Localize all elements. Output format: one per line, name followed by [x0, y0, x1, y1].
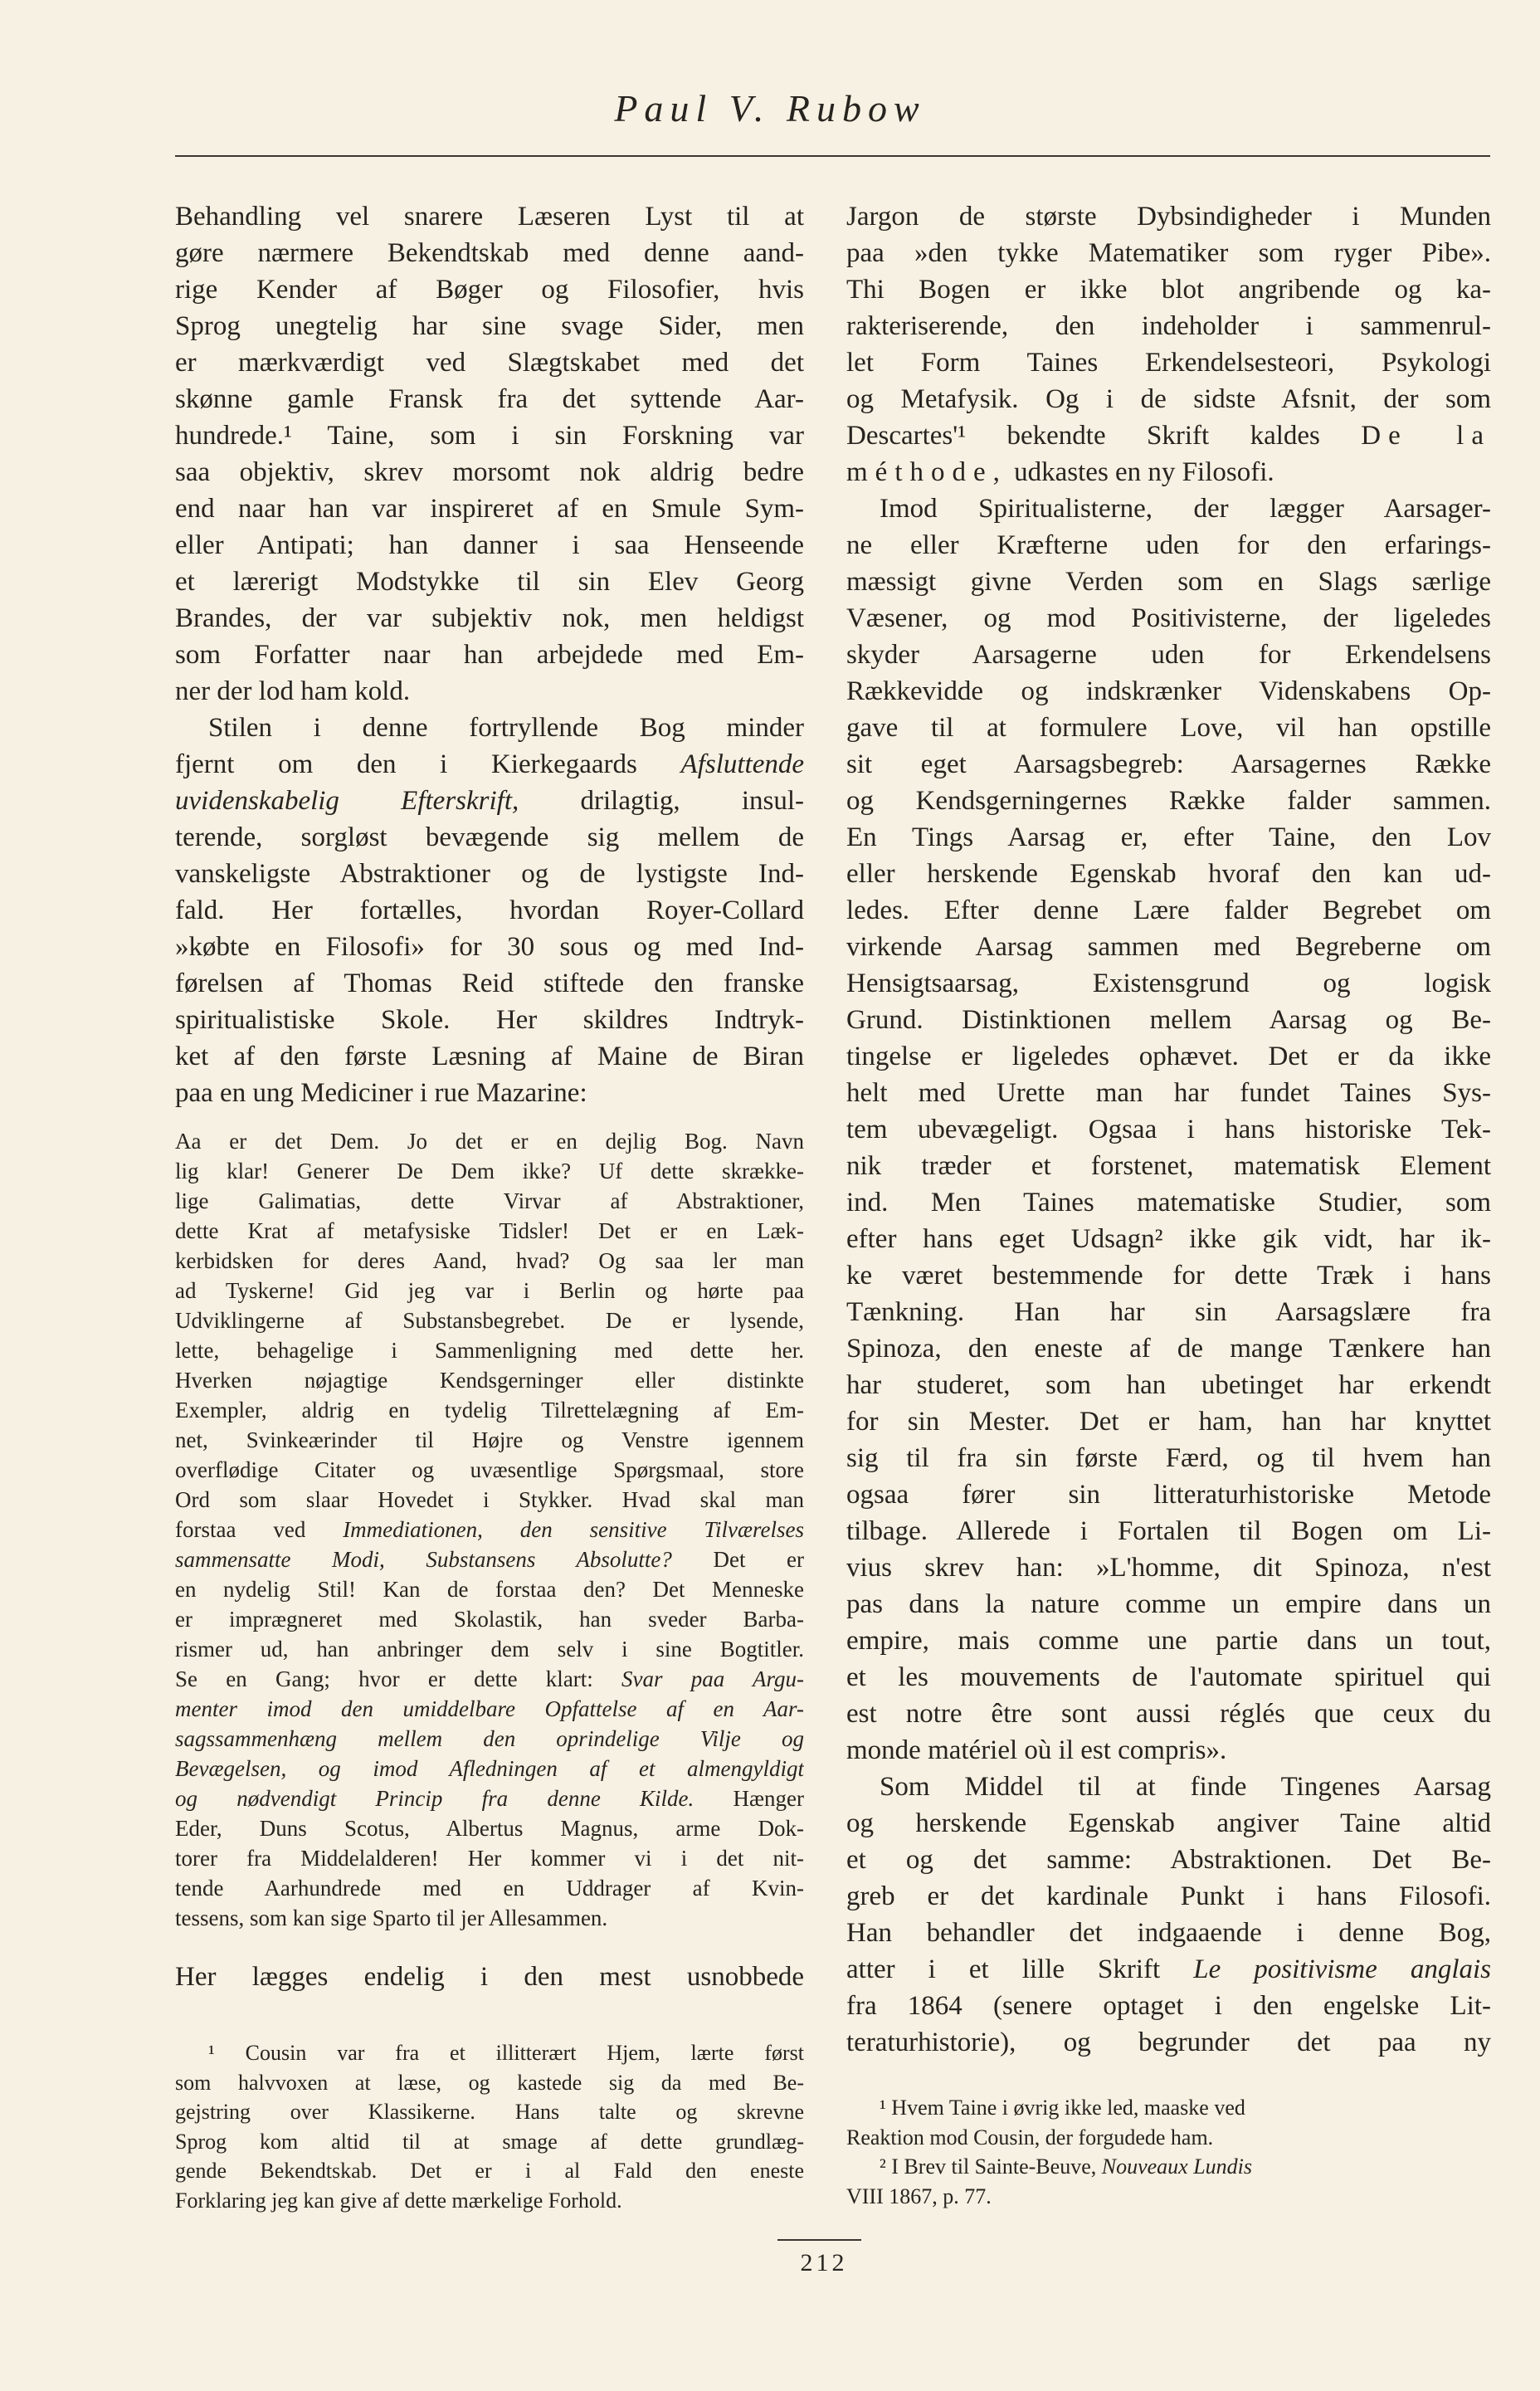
text-line: [846, 1951, 1491, 1988]
text-line: paa en ung Mediciner i rue Mazarine:: [175, 1078, 587, 1108]
text-line: helt med Urette man har fundet Taines Sys-: [846, 1078, 1491, 1108]
text-line: gave til at formulere Love, vil han opstille: [846, 713, 1491, 743]
text-segment: atter i et lille Skrift: [846, 1954, 1194, 1984]
text-line: saa objektiv, skrev morsomt nok aldrig bedre: [175, 457, 804, 487]
text-line: som halvvoxen at læse, og kastede sig da med Be-: [175, 2070, 804, 2095]
left-column-continuation: [175, 1959, 804, 1995]
text-line: et lærerigt Modstykke til sin Elev Georg: [175, 567, 804, 597]
text-line: og Metafysik. Og i de sidste Afsnit, der som: [846, 384, 1491, 414]
text-line: tessens, som kan sige Sparto til jer Allesammen.: [175, 1905, 608, 1930]
text-line: [175, 1544, 804, 1574]
spaced-text: De la: [1361, 421, 1491, 451]
italic-text: Nouveaux Lundis: [1101, 2154, 1252, 2179]
text-line: Hverken nøjagtige Kendsgerninger eller distinkte: [175, 1368, 804, 1393]
text-line: let Form Taines Erkendelsesteori, Psykologi: [846, 348, 1491, 378]
text-line: Som Middel til at finde Tingenes Aarsag: [880, 1772, 1491, 1802]
text-line: torer fra Middelalderen! Her kommer vi i det nit-: [175, 1846, 804, 1871]
running-header: Paul V. Rubow: [614, 87, 926, 129]
text-line: Her lægges endelig i den mest usnobbede: [175, 1962, 804, 1992]
text-line: et les mouvements de l'automate spirituel qui: [846, 1662, 1491, 1692]
text-segment: udkastes en ny Filosofi.: [1006, 457, 1274, 487]
text-line: et og det samme: Abstraktionen. Det Be-: [846, 1845, 1491, 1875]
text-line: vanskeligste Abstraktioner og de lystigste Ind-: [175, 859, 804, 889]
text-line: virkende Aarsag sammen med Begreberne om: [846, 932, 1491, 962]
text-line: [175, 783, 804, 819]
text-line: [175, 1754, 804, 1783]
left-footnotes: [175, 2038, 804, 2215]
text-line: Hensigtsaarsag, Existensgrund og logisk: [846, 969, 1491, 998]
text-line: [175, 1783, 804, 1813]
text-line: Spinoza, den eneste af de mange Tænkere han: [846, 1334, 1491, 1364]
text-line: ledes. Efter denne Lære falder Begrebet om: [846, 895, 1491, 925]
text-line: Eder, Duns Scotus, Albertus Magnus, arme Dok-: [175, 1816, 804, 1841]
text-line: teraturhistorie), og begrunder det paa ny: [846, 2027, 1491, 2057]
text-line: [846, 454, 1491, 490]
text-line: som Forfatter naar han arbejdede med Em-: [175, 640, 804, 670]
text-line: rismer ud, han anbringer dem selv i sine Bogtitler.: [175, 1637, 804, 1662]
text-line: Rækkevidde og indskrænker Videnskabens Op-: [846, 676, 1491, 706]
page-number-rule: [777, 2239, 861, 2241]
text-line: hundrede.¹ Taine, som i sin Forskning var: [175, 421, 804, 451]
spaced-text: méthode,: [846, 457, 1007, 487]
text-line: Aa er det Dem. Jo det er en dejlig Bog. Navn: [175, 1129, 804, 1154]
italic-text: Bevægelsen, og imod Afledningen af et almengyldigt: [175, 1756, 804, 1781]
text-line: mæssigt givne Verden som en Slags særlige: [846, 567, 1491, 597]
text-line: [175, 1694, 804, 1724]
text-line: Jargon de største Dybsindigheder i Munden: [846, 202, 1491, 232]
text-line: ¹ Hvem Taine i øvrig ikke led, maaske ved: [880, 2096, 1245, 2120]
text-line: [175, 1515, 804, 1544]
text-line: ¹ Cousin var fra et illitterært Hjem, lærte først: [208, 2041, 804, 2065]
block-quote: [175, 1126, 804, 1933]
text-line: Ord som slaar Hovedet i Stykker. Hvad skal man: [175, 1487, 804, 1512]
italic-text: Afsluttende: [680, 749, 804, 779]
italic-text: Svar paa Argu-: [621, 1666, 804, 1691]
text-line: er imprægneret med Skolastik, han sveder Barba-: [175, 1607, 804, 1632]
text-line: gøre nærmere Bekendtskab med denne aand-: [175, 238, 804, 268]
text-segment: fjernt om den i Kierkegaards: [175, 749, 681, 779]
italic-text: menter imod den umiddelbare Opfattelse af en Aar-: [175, 1696, 804, 1721]
right-footnotes: [846, 2093, 1491, 2211]
text-line: »købte en Filosofi» for 30 sous og med Ind-: [175, 932, 804, 962]
text-line: en nydelig Stil! Kan de forstaa den? Det Menneske: [175, 1577, 804, 1602]
text-line: paa »den tykke Matematiker som ryger Pibe».: [846, 238, 1491, 268]
text-line: [175, 1724, 804, 1754]
text-line: En Tings Aarsag er, efter Taine, den Lov: [846, 822, 1491, 852]
text-line: VIII 1867, p. 77.: [846, 2184, 992, 2208]
text-line: rakteriserende, den indeholder i sammenrul-: [846, 311, 1491, 341]
text-line: dette Krat af metafysiske Tidsler! Det er en Læk-: [175, 1218, 804, 1243]
italic-text: Immediationen, den sensitive Tilværelses: [343, 1517, 804, 1542]
text-line: est notre être sont aussi réglés que ceux du: [846, 1699, 1491, 1729]
italic-text: Le positivisme anglais: [1193, 1954, 1491, 1984]
text-line: Forklaring jeg kan give af dette mærkelige Forhold.: [175, 2188, 622, 2213]
text-line: Thi Bogen er ikke blot angribende og ka-: [846, 275, 1491, 305]
text-line: [846, 2152, 1491, 2182]
text-segment: Descartes'¹ bekendte Skrift kaldes: [846, 421, 1362, 451]
text-line: Han behandler det indgaaende i denne Bog,: [846, 1918, 1491, 1948]
text-line: har studeret, som han ubetinget har erkendt: [846, 1370, 1491, 1400]
text-line: terende, sorgløst bevægende sig mellem de: [175, 822, 804, 852]
text-line: lige Galimatias, dette Virvar af Abstraktioner,: [175, 1188, 804, 1213]
text-line: lig klar! Generer De Dem ikke? Uf dette skrække-: [175, 1159, 804, 1183]
text-line: fra 1864 (senere optaget i den engelske Lit-: [846, 1991, 1491, 2021]
text-line: og herskende Egenskab angiver Taine altid: [846, 1808, 1491, 1838]
text-line: Reaktion mod Cousin, der forgudede ham.: [846, 2125, 1214, 2149]
text-line: Grund. Distinktionen mellem Aarsag og Be-: [846, 1005, 1491, 1035]
left-column-body: [175, 198, 804, 1111]
text-line: for sin Mester. Det er ham, han har knyttet: [846, 1407, 1491, 1437]
text-line: greb er det kardinale Punkt i hans Filosofi.: [846, 1881, 1491, 1911]
text-line: Tænkning. Han har sin Aarsagslære fra: [846, 1297, 1491, 1327]
text-line: er mærkværdigt ved Slægtskabet med det: [175, 348, 804, 378]
text-line: gende Bekendtskab. Det er i al Fald den eneste: [175, 2159, 804, 2183]
text-line: førelsen af Thomas Reid stiftede den franske: [175, 969, 804, 998]
text-line: end naar han var inspireret af en Smule Sym-: [175, 494, 804, 524]
text-line: ne eller Kræfterne uden for den erfarings-: [846, 530, 1491, 560]
text-line: eller herskende Egenskab hvoraf den kan ud-: [846, 859, 1491, 889]
text-line: Behandling vel snarere Læseren Lyst til at: [175, 202, 804, 232]
text-line: eller Antipati; han danner i saa Henseende: [175, 530, 804, 560]
text-line: ad Tyskerne! Gid jeg var i Berlin og hørte paa: [175, 1278, 804, 1303]
italic-text: uvidenskabelig Efterskrift,: [175, 786, 519, 816]
text-line: tem ubevægeligt. Ogsaa i hans historiske Tek-: [846, 1115, 1491, 1144]
text-line: sig til fra sin første Færd, og til hvem han: [846, 1443, 1491, 1473]
text-line: tilbage. Allerede i Fortalen til Bogen om Li-: [846, 1516, 1491, 1546]
text-line: spiritualistiske Skole. Her skildres Indtryk-: [175, 1005, 804, 1035]
text-segment: Det er: [671, 1547, 804, 1572]
text-line: [846, 417, 1491, 454]
text-line: tende Aarhundrede med en Uddrager af Kvin-: [175, 1876, 804, 1901]
right-column-body: [846, 198, 1491, 2061]
text-segment: drilagtig, insul-: [519, 786, 804, 816]
text-line: lette, behagelige i Sammenligning med dette her.: [175, 1338, 804, 1363]
text-line: ner der lod ham kold.: [175, 676, 411, 706]
text-line: overflødige Citater og uvæsentlige Spørgsmaal, store: [175, 1457, 804, 1482]
italic-text: sammensatte Modi, Substansens Absolutte?: [175, 1547, 672, 1572]
text-line: empire, mais comme une partie dans un tout,: [846, 1626, 1491, 1656]
text-line: skyder Aarsagerne uden for Erkendelsens: [846, 640, 1491, 670]
text-line: kerbidsken for deres Aand, hvad? Og saa ler man: [175, 1248, 804, 1273]
text-line: skønne gamle Fransk fra det syttende Aar-: [175, 384, 804, 414]
page-number: 212: [800, 2249, 848, 2276]
text-line: sit eget Aarsagsbegreb: Aarsagernes Række: [846, 749, 1491, 779]
italic-text: og nødvendigt Princip fra denne Kilde.: [175, 1786, 694, 1811]
text-line: [175, 1664, 804, 1694]
text-line: ke været bestemmende for dette Træk i hans: [846, 1261, 1491, 1291]
text-segment: Se en Gang; hvor er dette klart:: [175, 1666, 622, 1691]
text-line: Stilen i denne fortryllende Bog minder: [208, 713, 804, 743]
text-line: Sprog kom altid til at smage af dette grundlæg-: [175, 2129, 804, 2154]
text-line: og Kendsgerningernes Række falder sammen.: [846, 786, 1491, 816]
header-rule: [175, 155, 1490, 157]
text-line: Imod Spiritualisterne, der lægger Aarsager-: [880, 494, 1491, 524]
text-line: Væsener, og mod Positivisterne, der ligeledes: [846, 603, 1491, 633]
text-segment: ² I Brev til Sainte-Beuve,: [880, 2154, 1102, 2179]
text-line: nik træder et forstenet, matematisk Element: [846, 1151, 1491, 1181]
text-line: vius skrev han: »L'homme, dit Spinoza, n'est: [846, 1553, 1491, 1583]
italic-text: sagssammenhæng mellem den oprindelige Vilje og: [175, 1726, 804, 1751]
text-segment: forstaa ved: [175, 1517, 344, 1542]
text-line: tingelse er ligeledes ophævet. Det er da ikke: [846, 1042, 1491, 1071]
text-line: ket af den første Læsning af Maine de Biran: [175, 1042, 804, 1071]
text-line: ind. Men Taines matematiske Studier, som: [846, 1188, 1491, 1217]
text-line: monde matériel où il est compris».: [846, 1735, 1227, 1765]
text-segment: Hænger: [694, 1786, 804, 1811]
text-line: pas dans la nature comme un empire dans un: [846, 1589, 1491, 1619]
text-line: rige Kender af Bøger og Filosofier, hvis: [175, 275, 804, 305]
text-line: Exempler, aldrig en tydelig Tilrettelægning af Em-: [175, 1398, 804, 1422]
text-line: [175, 746, 804, 783]
text-line: Udviklingerne af Substansbegrebet. De er lysende,: [175, 1308, 804, 1333]
text-line: Sprog unegtelig har sine svage Sider, men: [175, 311, 804, 341]
text-line: Brandes, der var subjektiv nok, men heldigst: [175, 603, 804, 633]
text-line: fald. Her fortælles, hvordan Royer-Collard: [175, 895, 804, 925]
text-line: ogsaa fører sin litteraturhistoriske Metode: [846, 1480, 1491, 1510]
text-line: net, Svinkeærinder til Højre og Venstre igennem: [175, 1427, 804, 1452]
text-line: gejstring over Klassikerne. Hans talte og skrevne: [175, 2100, 804, 2124]
text-line: efter hans eget Udsagn² ikke gik vidt, har ik-: [846, 1224, 1491, 1254]
